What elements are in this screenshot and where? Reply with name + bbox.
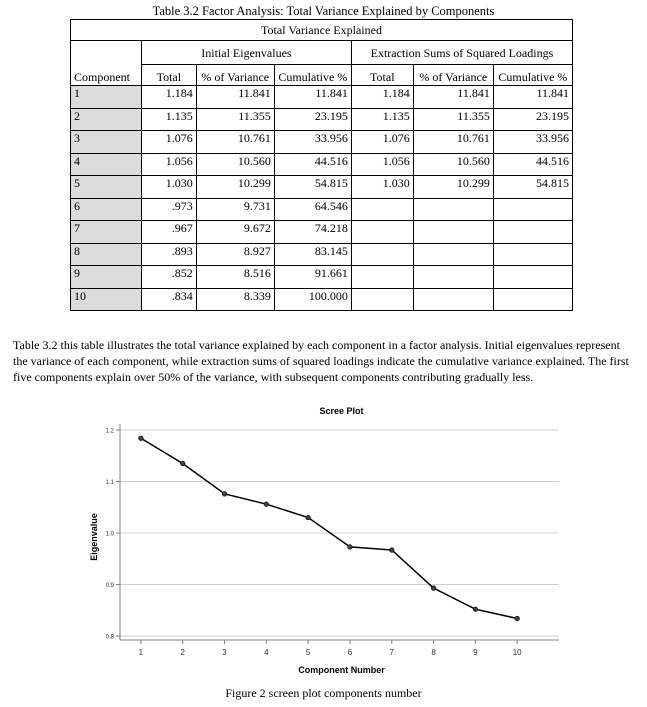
figure-caption: Figure 2 screen plot components number bbox=[225, 686, 422, 700]
table-row bbox=[71, 153, 573, 176]
component-cell: 9 bbox=[71, 266, 142, 289]
initial-eigenvalues-header: Initial Eigenvalues bbox=[141, 41, 351, 65]
data-point bbox=[222, 492, 227, 497]
extraction-pct-header: % of Variance bbox=[413, 65, 493, 86]
value-cell bbox=[493, 198, 572, 221]
value-cell: 1.135 bbox=[351, 108, 413, 131]
data-point bbox=[431, 586, 436, 591]
value-cell bbox=[351, 266, 413, 289]
value-cell bbox=[413, 243, 493, 266]
extraction-total-header: Total bbox=[351, 65, 413, 86]
component-cell: 4 bbox=[71, 153, 142, 176]
data-point bbox=[515, 616, 520, 621]
value-cell: 74.218 bbox=[274, 221, 351, 244]
table-row bbox=[71, 108, 573, 131]
component-cell: 6 bbox=[71, 198, 142, 221]
value-cell: 10.560 bbox=[196, 153, 274, 176]
value-cell: 1.076 bbox=[351, 131, 413, 154]
table-row bbox=[71, 86, 573, 109]
data-point bbox=[306, 515, 311, 520]
value-cell: 91.661 bbox=[274, 266, 351, 289]
value-cell: 54.815 bbox=[493, 176, 572, 199]
component-header: Component bbox=[71, 65, 142, 86]
y-tick-label: 1.2 bbox=[105, 428, 114, 435]
table-row bbox=[71, 243, 573, 266]
value-cell bbox=[493, 288, 572, 311]
value-cell bbox=[351, 221, 413, 244]
value-cell: 9.731 bbox=[196, 198, 274, 221]
x-tick-label: 10 bbox=[512, 648, 522, 657]
component-cell: 8 bbox=[71, 243, 142, 266]
value-cell: 11.355 bbox=[196, 108, 274, 131]
component-header-spacer bbox=[71, 41, 142, 65]
value-cell bbox=[413, 221, 493, 244]
value-cell: .973 bbox=[141, 198, 196, 221]
value-cell: 83.145 bbox=[274, 243, 351, 266]
value-cell bbox=[351, 243, 413, 266]
initial-cum-header: Cumulative % bbox=[274, 65, 351, 86]
extraction-loadings-header: Extraction Sums of Squared Loadings bbox=[351, 41, 572, 65]
value-cell: 8.339 bbox=[196, 288, 274, 311]
table-row bbox=[71, 288, 573, 311]
value-cell: 54.815 bbox=[274, 176, 351, 199]
value-cell bbox=[493, 266, 572, 289]
component-cell: 3 bbox=[71, 131, 142, 154]
value-cell: 8.516 bbox=[196, 266, 274, 289]
x-tick-label: 3 bbox=[222, 648, 227, 657]
value-cell: 10.299 bbox=[196, 176, 274, 199]
series-line bbox=[141, 438, 517, 618]
value-cell: 44.516 bbox=[493, 153, 572, 176]
value-cell: .893 bbox=[141, 243, 196, 266]
scree-plot bbox=[0, 396, 647, 686]
value-cell: .834 bbox=[141, 288, 196, 311]
value-cell bbox=[493, 221, 572, 244]
value-cell bbox=[413, 288, 493, 311]
value-cell: 9.672 bbox=[196, 221, 274, 244]
table-caption: Table 3.2 Factor Analysis: Total Variance Explained by Components bbox=[152, 4, 495, 18]
value-cell: 1.076 bbox=[141, 131, 196, 154]
x-tick-label: 7 bbox=[389, 648, 394, 657]
component-cell: 5 bbox=[71, 176, 142, 199]
value-cell: 100.000 bbox=[274, 288, 351, 311]
value-cell: 44.516 bbox=[274, 153, 351, 176]
component-cell: 2 bbox=[71, 108, 142, 131]
data-point bbox=[180, 461, 185, 466]
y-tick-label: 0.9 bbox=[105, 583, 114, 589]
value-cell bbox=[351, 198, 413, 221]
data-point bbox=[473, 607, 478, 612]
value-cell: 10.299 bbox=[413, 176, 493, 199]
x-tick-label: 4 bbox=[264, 648, 269, 657]
value-cell: .852 bbox=[141, 266, 196, 289]
value-cell: 11.841 bbox=[274, 86, 351, 109]
value-cell: 10.761 bbox=[196, 131, 274, 154]
y-tick-label: 0.8 bbox=[105, 634, 114, 641]
value-cell: 1.184 bbox=[141, 86, 196, 109]
component-cell: 7 bbox=[71, 221, 142, 244]
value-cell: 8.927 bbox=[196, 243, 274, 266]
data-point bbox=[389, 548, 394, 553]
extraction-cum-header: Cumulative % bbox=[493, 65, 572, 86]
data-point bbox=[139, 436, 144, 441]
table-row bbox=[71, 266, 573, 289]
chart-title: Scree Plot bbox=[319, 406, 364, 416]
value-cell: 11.841 bbox=[196, 86, 274, 109]
component-cell: 10 bbox=[71, 288, 142, 311]
value-cell: 11.841 bbox=[493, 86, 572, 109]
value-cell: 33.956 bbox=[493, 131, 572, 154]
x-axis-label: Component Number bbox=[298, 665, 385, 675]
x-tick-label: 1 bbox=[138, 648, 144, 657]
y-axis-label: Eigenvalue bbox=[89, 513, 99, 561]
initial-pct-header: % of Variance bbox=[196, 65, 274, 86]
table-description: Table 3.2 this table illustrates the total variance explained by each component in a factor analysis. Initial eigenvalues represent the variance of each component, while extraction sums of squared loadings indicate the cumulative variance explained. The first five components explain over 50% of the variance, with subsequent components contributing gradually less. bbox=[13, 338, 629, 384]
value-cell: 23.195 bbox=[274, 108, 351, 131]
x-tick-label: 9 bbox=[473, 648, 478, 657]
value-cell bbox=[413, 198, 493, 221]
value-cell: 10.560 bbox=[413, 153, 493, 176]
value-cell bbox=[413, 266, 493, 289]
value-cell: 11.841 bbox=[413, 86, 493, 109]
data-point bbox=[348, 545, 353, 550]
value-cell: 1.184 bbox=[351, 86, 413, 109]
value-cell: 33.956 bbox=[274, 131, 351, 154]
y-tick-label: 1.0 bbox=[105, 531, 114, 538]
value-cell bbox=[493, 243, 572, 266]
x-tick-label: 5 bbox=[305, 648, 311, 657]
value-cell: 10.761 bbox=[413, 131, 493, 154]
table-row bbox=[71, 131, 573, 154]
table-row bbox=[71, 176, 573, 199]
table-title: Total Variance Explained bbox=[71, 20, 573, 41]
x-tick-label: 6 bbox=[347, 648, 353, 657]
table-row bbox=[71, 221, 573, 244]
value-cell: 64.546 bbox=[274, 198, 351, 221]
value-cell bbox=[351, 288, 413, 311]
value-cell: 11.355 bbox=[413, 108, 493, 131]
initial-total-header: Total bbox=[141, 65, 196, 86]
data-point bbox=[264, 502, 269, 507]
value-cell: 23.195 bbox=[493, 108, 572, 131]
value-cell: 1.056 bbox=[351, 153, 413, 176]
variance-table bbox=[70, 19, 573, 311]
table-row bbox=[71, 198, 573, 221]
value-cell: .967 bbox=[141, 221, 196, 244]
component-cell: 1 bbox=[71, 86, 142, 109]
y-tick-label: 1.1 bbox=[105, 480, 114, 486]
value-cell: 1.056 bbox=[141, 153, 196, 176]
value-cell: 1.030 bbox=[351, 176, 413, 199]
value-cell: 1.030 bbox=[141, 176, 196, 199]
value-cell: 1.135 bbox=[141, 108, 196, 131]
x-tick-label: 8 bbox=[431, 648, 436, 657]
x-tick-label: 2 bbox=[180, 648, 185, 657]
